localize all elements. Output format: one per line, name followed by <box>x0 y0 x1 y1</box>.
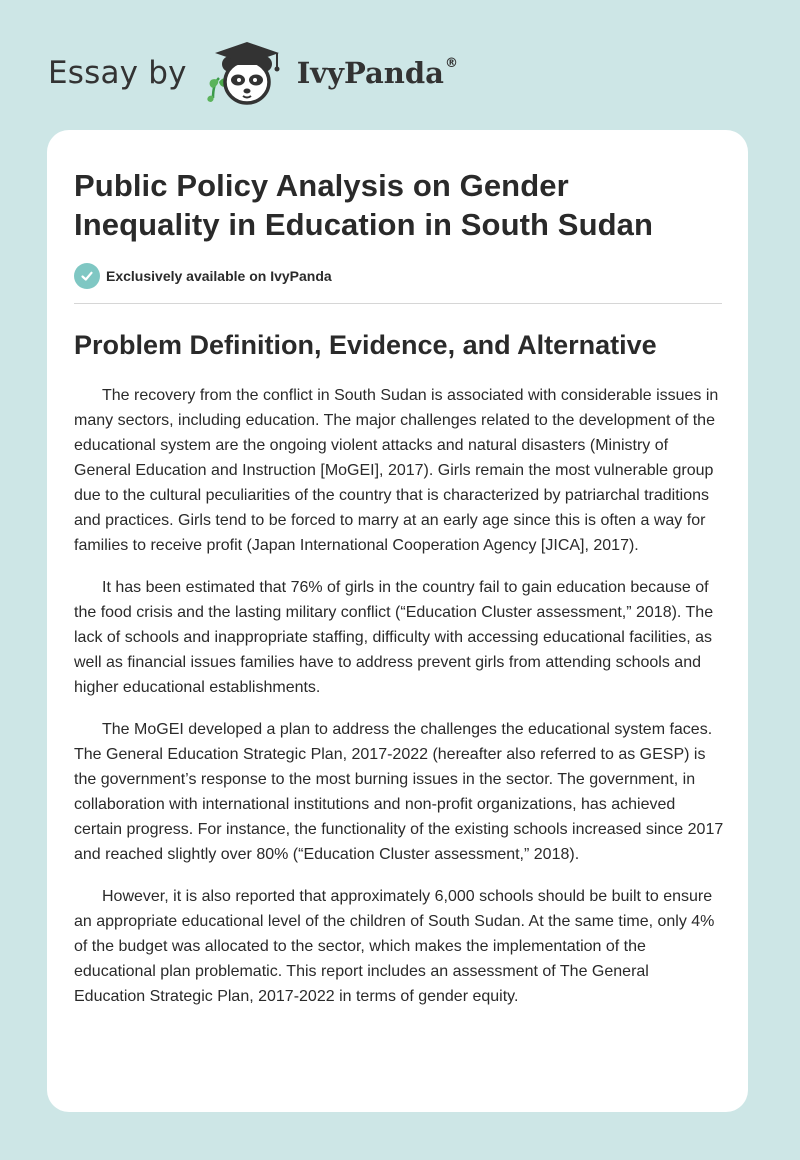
article-body <box>74 383 722 1009</box>
paragraph: The recovery from the conflict in South Sudan is associated with considerable issues in many sectors, including education. The major challenges related to the development of the educational system are the ongoing violent attacks and natural disasters (Ministry of General Education and Instruction [MoGEI], 2017). Girls remain the most vulnerable group due to the cultural peculiarities of the country that is characterized by patriarchal traditions and practices. Girls tend to be forced to marry at an early age since this is often a way for families to receive profit (Japan International Cooperation Agency [JICA], 2017). <box>74 387 719 554</box>
paragraph: However, it is also reported that approximately 6,000 schools should be built to ensure an appropriate educational level of the children of South Sudan. At the same time, only 4% of the budget was allocated to the sector, which makes the implementation of the educational plan problematic. This report includes an assessment of The General Education Strategic Plan, 2017-2022 in terms of gender equity. <box>74 888 715 1005</box>
panda-graduate-icon[interactable] <box>201 36 293 110</box>
registered-mark: ® <box>444 56 458 71</box>
check-circle-icon <box>74 263 100 289</box>
paragraph: It has been estimated that 76% of girls in the country fail to gain education because of the food crisis and the lasting military conflict (“Education Cluster assessment,” 2018). The lack of schools and inappropriate staffing, difficulty with accessing educational facilities, as well as financial issues families have to address prevent girls from attending schools and higher educational establishments. <box>74 579 714 696</box>
paragraph: The MoGEI developed a plan to address the challenges the educational system faces. The General Education Strategic Plan, 2017-2022 (hereafter also referred to as GESP) is the government’s response to the most burning issues in the sector. The government, in collaboration with international institutions and non-profit organizations, has achieved certain progress. For instance, the functionality of the existing schools increased since 2017 and reached slightly over 80% (“Education Cluster assessment,” 2018). <box>74 721 724 863</box>
article-card <box>47 130 748 1112</box>
badge-label: Exclusively available on IvyPanda <box>106 267 332 284</box>
site-header <box>48 36 458 110</box>
exclusive-badge <box>74 262 722 289</box>
brand-name: IvyPanda <box>296 56 444 90</box>
essay-by-label: Essay by <box>48 54 187 91</box>
divider <box>74 303 722 304</box>
brand-logo-text[interactable] <box>297 56 458 90</box>
section-heading: Problem Definition, Evidence, and Alternative <box>74 330 657 360</box>
page-title: Public Policy Analysis on Gender Inequality in Education in South Sudan <box>74 168 654 242</box>
